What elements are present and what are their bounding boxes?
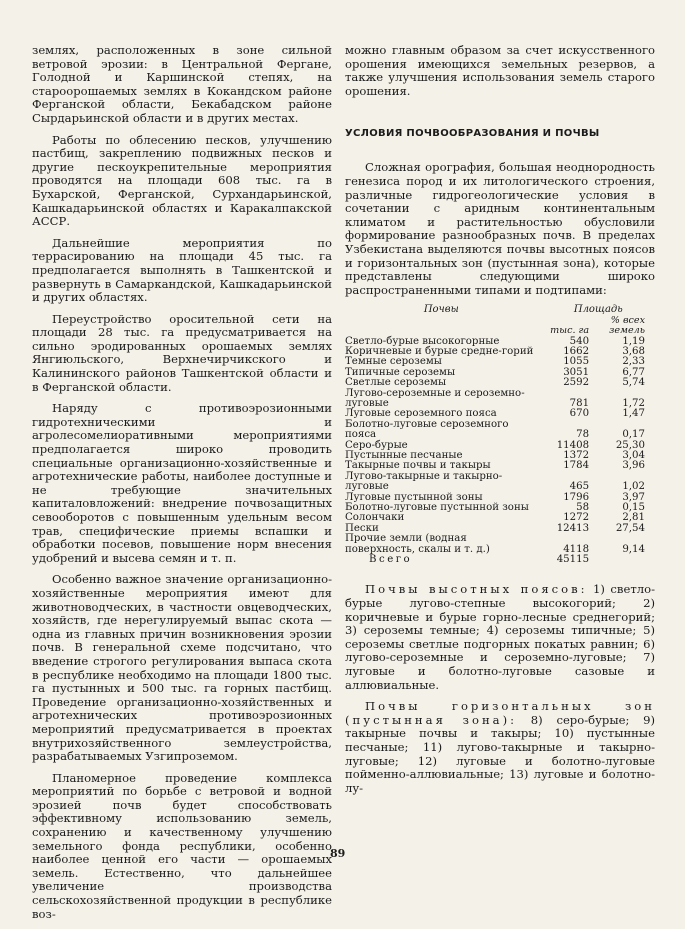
soil-area-table — [345, 305, 655, 565]
paragraph: Планомерное проведение комплекса мероприятий по борьбе с ветровой и водной эрозией почв будет способствовать эффективному использованию земель, сохранению и качественному улучшению земельного фонда республики, особенно наиболее ценной его части — орошаемых земель. Естественно, что дальнейшее увеличение производства сельскохозяйственной продукции в республике воз- — [32, 770, 332, 921]
area-ha: 1372 — [563, 450, 590, 461]
page-number: 89 — [330, 847, 346, 860]
paragraph: Особенно важное значение организационно-хозяйственные мероприятия имеют для животноводческих, в частности овцеводческих, хозяйств, где нерегулируемый выпас скота — одна из главных причин возникновения эрозии почв. В генеральной схеме подсчитано, что введение строгого регулирования выпаса скота в республике необходимо на площади 1800 тыс. га пустынных и 500 тыс. га горных пастбищ. Проведение организационно-хозяйственных и агротехнических противоэрозионных мероприятий предусматривается в проектах внутрихозяйственного землеустройства, разрабатываемых Узгипроземом. — [32, 572, 332, 764]
paragraph-lead: Почвы высотных поясов: — [365, 582, 588, 597]
paragraph: Переустройство оросительной сети на площади 28 тыс. га предусматривается на сильно эродированных орошаемых землях Янгиюльского, Верхнечирчикского и Калининского районов Ташкентской области и в Ферганской области. — [32, 311, 332, 394]
soil-name: Болотно-луговые пустынной зоны — [345, 502, 529, 514]
area-percent: 25,30 — [615, 439, 645, 451]
area-ha: 781 — [569, 397, 590, 409]
soil-name: Светлые сероземы — [345, 377, 447, 389]
table-header-row — [345, 305, 655, 315]
soil-name: Лугово-такырные и такырно-луговые — [345, 470, 503, 493]
soil-name: Пески — [345, 522, 379, 534]
paragraph — [345, 583, 655, 692]
col-pct-header: % всех земель — [609, 314, 645, 337]
area-percent: 1,02 — [622, 481, 645, 493]
area-ha: 78 — [576, 429, 590, 441]
total-label: Всего — [369, 554, 413, 566]
paragraph-text: 8) серо-бурые; 9) такырные почвы и такыры; 10) пустынные песчаные; 11) лугово-такырные и такырно-луговые; 12) луговые и болотно-луговые пойменно-аллювиальные; 13) луговые и болотно-лу- — [345, 712, 656, 795]
soil-name: Серо-бурые — [345, 439, 408, 451]
soil-name: Темные сероземы — [345, 356, 442, 368]
area-ha: 1055 — [563, 356, 590, 368]
area-ha: 2592 — [563, 377, 590, 389]
table-row — [345, 513, 655, 523]
area-ha: 58 — [576, 502, 590, 514]
area-percent: 3,68 — [622, 345, 645, 357]
area-percent: 2,33 — [622, 356, 645, 368]
col-soils-header: Почвы — [423, 304, 459, 316]
section-heading: УСЛОВИЯ ПОЧВООБРАЗОВАНИЯ И ПОЧВЫ — [345, 128, 600, 140]
table-subheader-row — [345, 316, 655, 337]
area-ha: 12413 — [556, 522, 590, 534]
paragraph-text: 1) светло-бурые лугово-степные высокогорий; 2) коричневые и бурые горно-лесные среднегорий; 3) сероземы темные; 4) сероземы типичные; 5) сероземы светлые подгорных покатых равнин; 6) лугово-сероземные и сероземно-луговые; 7) луговые и болотно-луговые сазовые и аллювиальные. — [345, 582, 655, 692]
area-percent: 5,74 — [622, 377, 645, 389]
paragraph: землях, расположенных в зоне сильной ветровой эрозии: в Центральной Фергане, Голодной и Каршинской степях, на староорошаемых землях в Кокандском районе Ферганской области, Бекабадском районе Сырдарьинской области и в других местах. — [32, 43, 332, 125]
area-percent: 3,04 — [622, 450, 645, 461]
soil-name: Пустынные песчаные — [345, 450, 463, 461]
soil-name: Типичные сероземы — [345, 366, 456, 378]
area-ha: 540 — [569, 335, 590, 347]
soil-name: Светло-бурые высокогорные — [345, 335, 500, 347]
area-ha: 465 — [569, 481, 590, 493]
paragraph: Сложная орография, большая неоднородность генезиса пород и их литологического строения, различные гидрогеологические условия в сочетании с аридным континентальным климатом и растительностью обусловили формирование разнообразных почв. В пределах Узбекистана выделяются почвы высотных поясов и горизонтальных зон (пустынная зона), которые представлены следующими широко распространенными типами и подтипами: — [345, 160, 655, 297]
area-percent: 3,96 — [622, 460, 645, 472]
area-percent: 1,19 — [622, 335, 645, 347]
area-ha: 1272 — [563, 512, 590, 524]
paragraph: Наряду с противоэрозионными гидротехническими и агролесомелиоративными мероприятиями предполагается широко проводить специальные организационно-хозяйственные и агротехнические работы, наиболее доступные и не требующие значительных капиталовложений: внедрение почвозащитных севооборотов с повышенным удельным весом трав, специфические приемы вспашки и обработки посевов, повышение норм внесения удобрений и высева семян и т. п. — [32, 401, 332, 565]
paragraph: Работы по облесению песков, улучшению пастбищ, закреплению подвижных песков и другие пескоукрепительные мероприятия проводятся на площади 608 тыс. га в Бухарской, Ферганской, Сурхандарьинской, Кашкадарьинской областях и Каракалпакской АССР. — [32, 132, 332, 229]
soil-name: Болотно-луговые сероземного пояса — [345, 418, 509, 441]
soil-name: Лугово-сероземные и сероземно-луговые — [345, 387, 525, 409]
area-ha: 1784 — [563, 460, 590, 472]
left-column — [32, 44, 332, 929]
area-percent: 1,72 — [622, 397, 645, 409]
paragraph-lead: Почвы горизонтальных зон (пустынная зона): — [345, 699, 655, 727]
area-percent: 6,77 — [622, 366, 645, 378]
area-ha: 11408 — [556, 439, 590, 451]
table-row — [345, 472, 655, 493]
table-row — [345, 389, 655, 410]
area-ha: 670 — [569, 408, 590, 420]
soil-name: Такырные почвы и такыры — [345, 460, 491, 472]
area-percent: 1,47 — [622, 408, 645, 420]
table-row — [345, 534, 655, 555]
soil-name: Луговые сероземного пояса — [345, 408, 497, 420]
table-total-row — [345, 555, 655, 565]
area-ha: 1796 — [563, 491, 590, 503]
total-value: 45115 — [556, 554, 590, 566]
table-row — [345, 378, 655, 388]
soil-name: Прочие земли (водная поверхность, скалы и т. д.) — [345, 533, 490, 555]
paragraph — [345, 700, 655, 795]
soil-name: Коричневые и бурые средне-горий — [345, 345, 534, 357]
area-percent: 2,81 — [622, 512, 645, 524]
soil-name: Луговые пустынной зоны — [345, 491, 483, 503]
area-ha: 1662 — [563, 345, 590, 357]
col-ha-header: тыс. га — [550, 325, 590, 337]
area-percent: 0,17 — [622, 429, 645, 441]
area-percent: 0,15 — [622, 502, 645, 514]
table-row — [345, 420, 655, 441]
area-ha: 4118 — [563, 543, 590, 555]
area-percent: 27,54 — [615, 522, 645, 534]
area-percent: 3,97 — [622, 491, 645, 503]
area-ha: 3051 — [563, 366, 590, 378]
col-area-header: Площадь — [573, 304, 623, 316]
right-column — [345, 44, 655, 803]
paragraph: Дальнейшие мероприятия по террасированию на площади 45 тыс. га предполагается выполнять в Ташкентской и развернуть в Самаркандской, Кашкадарьинской и других областях. — [32, 235, 332, 305]
paragraph: можно главным образом за счет искусственного орошения имеющихся земельных резервов, а также улучшения использования земель старого орошения. — [345, 43, 655, 98]
area-percent: 9,14 — [622, 543, 645, 555]
soil-name: Солончаки — [345, 512, 405, 524]
